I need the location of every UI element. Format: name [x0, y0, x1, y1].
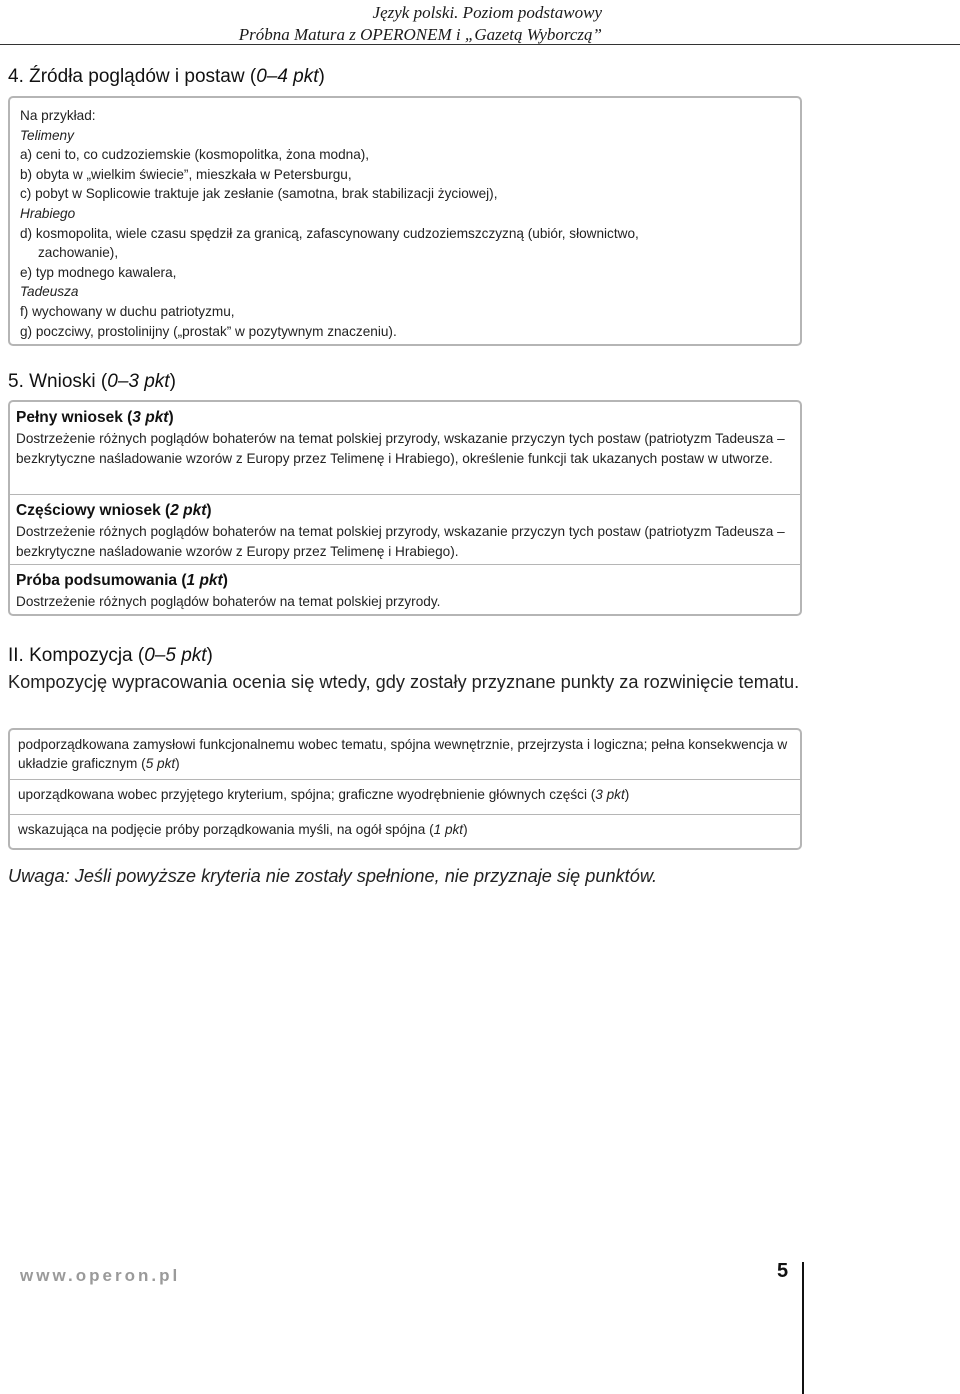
criteria-row	[10, 402, 800, 495]
list-item: b) obyta w „wielkim świecie”, mieszkała w Petersburgu,	[20, 166, 352, 182]
list-item: g) poczciwy, prostolinijny („prostak” w pozytywnym znaczeniu).	[20, 323, 397, 339]
note: Uwaga: Jeśli powyższe kryteria nie zostały spełnione, nie przyznaje się punktów.	[8, 866, 658, 886]
footer-divider	[802, 1262, 804, 1394]
kompozycja-box	[8, 728, 802, 850]
criteria-title: Pełny wniosek (3 pkt)	[16, 409, 174, 426]
list-item: f) wychowany w duchu patriotyzmu,	[20, 303, 235, 319]
list-item: e) typ modnego kawalera,	[20, 264, 177, 280]
list-item: d) kosmopolita, wiele czasu spędził za granicą, zafascynowany cudzoziemszczyzną (ubiór, słownictwo,	[20, 225, 639, 241]
character-heading: Tadeusza	[20, 284, 79, 300]
criteria-text: Dostrzeżenie różnych poglądów bohaterów na temat polskiej przyrody, wskazanie przyczyn tych postaw (patriotyzm Tadeusza – bezkrytyczne naśladowanie wzorów z Europy przez Telimenę i Hrabiego).	[16, 524, 785, 559]
criteria-row: podporządkowana zamysłowi funkcjonalnemu wobec tematu, spójna wewnętrznie, przejrzysta i logiczna; pełna konsekwencja w układzie graficznym (5 pkt)	[10, 730, 800, 780]
character-heading: Telimeny	[20, 127, 74, 143]
footer-url-link[interactable]: www.operon.pl	[20, 1266, 181, 1285]
list-item: c) pobyt w Soplicowie traktuje jak zesłanie (samotna, brak stabilizacji życiowej),	[20, 186, 498, 202]
criteria-title: Próba podsumowania (1 pkt)	[16, 572, 228, 589]
header-line-2: Próbna Matura z OPERONEM i „Gazetą Wyborczą”	[238, 25, 602, 44]
running-header	[42, 2, 602, 46]
kompozycja-heading: II. Kompozycja (0–5 pkt)	[8, 645, 213, 666]
section-4-heading: 4. Źródła poglądów i postaw (0–4 pkt)	[8, 66, 325, 87]
header-line-1: Język polski. Poziom podstawowy	[372, 3, 602, 22]
section-5-box	[8, 400, 802, 616]
section-5-heading: 5. Wnioski (0–3 pkt)	[8, 371, 176, 392]
criteria-row: wskazująca na podjęcie próby porządkowania myśli, na ogół spójna (1 pkt)	[18, 822, 468, 837]
criteria-text: Dostrzeżenie różnych poglądów bohaterów na temat polskiej przyrody.	[16, 594, 441, 609]
page-number: 5	[777, 1260, 789, 1282]
criteria-row	[10, 495, 800, 565]
header-rule	[0, 44, 960, 45]
criteria-row	[10, 565, 800, 614]
example-intro: Na przykład:	[20, 108, 96, 123]
section-4-box	[8, 96, 802, 346]
list-item-continuation: zachowanie),	[38, 245, 119, 261]
character-heading: Hrabiego	[20, 205, 76, 221]
kompozycja-intro: Kompozycję wypracowania ocenia się wtedy, gdy zostały przyznane punkty za rozwinięcie tematu.	[8, 672, 800, 692]
criteria-row: uporządkowana wobec przyjętego kryterium, spójna; graficzne wyodrębnienie głównych części (3 pkt)	[10, 780, 800, 815]
list-item: a) ceni to, co cudzoziemskie (kosmopolitka, żona modna),	[20, 147, 370, 163]
criteria-title: Częściowy wniosek (2 pkt)	[16, 502, 212, 519]
criteria-text: Dostrzeżenie różnych poglądów bohaterów na temat polskiej przyrody, wskazanie przyczyn tych postaw (patriotyzm Tadeusza – bezkrytyczne naśladowanie wzorów z Europy przez Telimenę i Hrabiego), określenie funkcji tak ukazanych postaw w utworze.	[16, 431, 785, 466]
